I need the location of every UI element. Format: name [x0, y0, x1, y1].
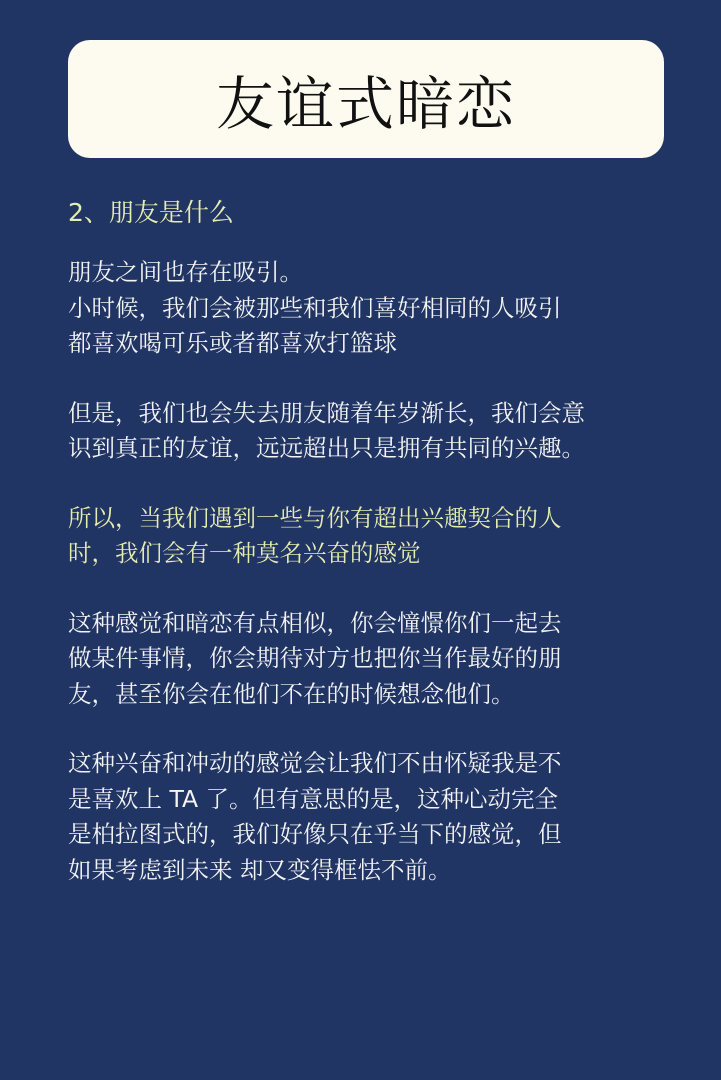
- text-line: 是柏拉图式的，我们好像只在乎当下的感觉，但: [68, 820, 562, 848]
- paragraph: [68, 746, 688, 888]
- page-title: 友谊式暗恋: [215, 70, 516, 138]
- text-line: 识到真正的友谊，远远超出只是拥有共同的兴趣。: [68, 434, 585, 462]
- section-heading: 2、朋友是什么: [68, 198, 234, 227]
- paragraph: [68, 606, 688, 713]
- text-line: 时，我们会有一种莫名兴奋的感觉: [68, 539, 421, 567]
- highlighted-paragraph: [68, 501, 688, 572]
- text-line: 所以，当我们遇到一些与你有超出兴趣契合的人: [68, 503, 562, 532]
- text-line: 这种感觉和暗恋有点相似，你会憧憬你们一起去: [68, 608, 562, 637]
- text-line: 是喜欢上 TA 了。但有意思的是，这种心动完全: [68, 784, 559, 813]
- paragraph: [68, 255, 688, 362]
- text-line: 但是，我们也会失去朋友随着年岁渐长，我们会意: [68, 398, 585, 427]
- text-line: 如果考虑到未来 却又变得框怯不前。: [68, 855, 452, 884]
- text-line: 做某件事情，你会期待对方也把你当作最好的朋: [68, 644, 562, 672]
- text-line: 朋友之间也存在吸引。: [68, 258, 303, 286]
- text-line: 都喜欢喝可乐或者都喜欢打篮球: [68, 329, 397, 357]
- title-card: [68, 40, 664, 158]
- text-line: 友，甚至你会在他们不在的时候想念他们。: [68, 679, 515, 708]
- text-line: 小时候，我们会被那些和我们喜好相同的人吸引: [68, 293, 562, 322]
- paragraph: [68, 396, 688, 467]
- text-line: 这种兴奋和冲动的感觉会让我们不由怀疑我是不: [68, 749, 562, 777]
- article-body: [68, 193, 688, 922]
